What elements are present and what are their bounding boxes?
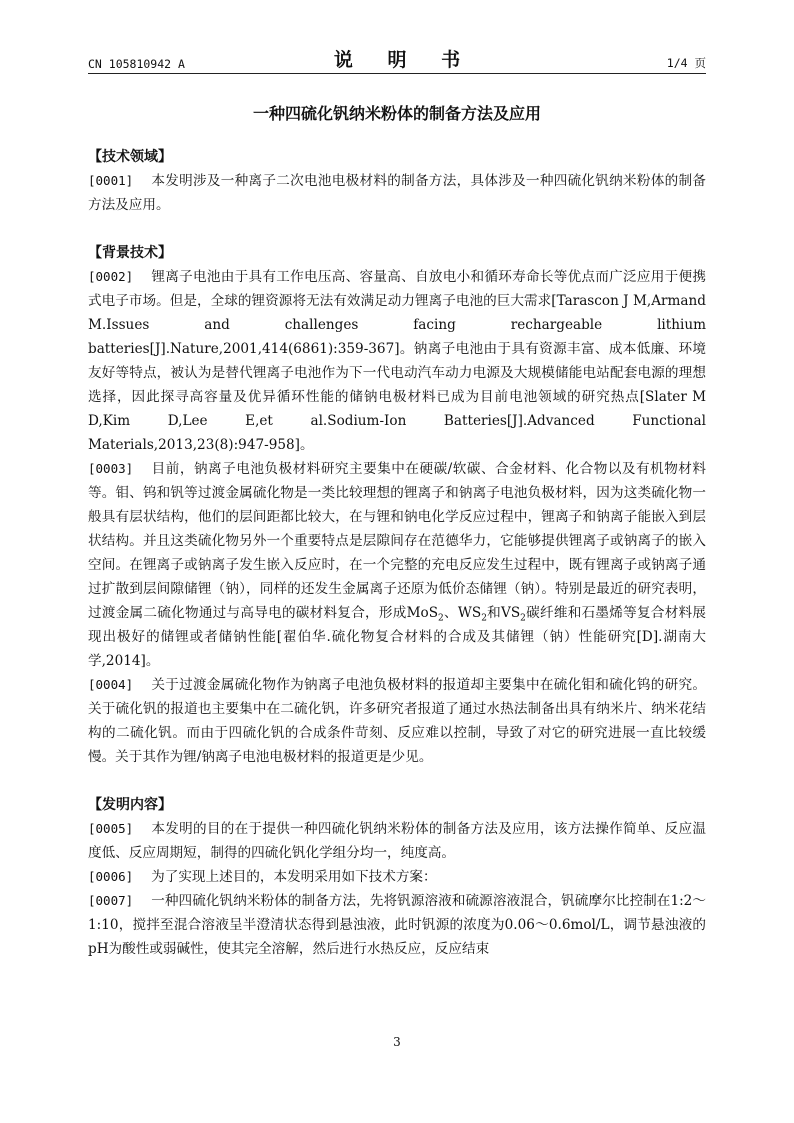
paragraph-number: [0006] <box>88 869 134 884</box>
paragraph-text: 本发明涉及一种离子二次电池电极材料的制备方法，具体涉及一种四硫化钒纳米粉体的制备方法及应用。 <box>88 173 706 213</box>
paragraph-text: 和VS <box>486 605 521 621</box>
paragraph-text: 一种四硫化钒纳米粉体的制备方法，先将钒源溶液和硫源溶液混合，钒硫摩尔比控制在1:2～1:10，搅拌至混合溶液呈半澄清状态得到悬浊液，此时钒源的浓度为0.06～0.6mol/L，调节悬浊液的pH为酸性或弱碱性，使其完全溶解，然后进行水热反应，反应结束 <box>88 893 706 957</box>
paragraph-text: 、WS <box>443 605 482 621</box>
paragraph-text: 碳纤维和石墨烯等复合材料展现出极好的储锂或者储钠性能[翟伯华.硫化物复合材料的合成及其储锂（钠）性能研究[D].湖南大学,2014]。 <box>88 605 706 669</box>
paragraph-text: 锂离子电池由于具有工作电压高、容量高、自放电小和循环寿命长等优点而广泛应用于便携式电子市场。但是，全球的锂资源将无法有效满足动力锂离子电池的巨大需求[Tarascon J M,Armand M.Issues and challenges facing rechargeable lithium batteries[J].Nature,2001,414(6861):359-367]。钠离子电池由于具有资源丰富、成本低廉、环境友好等特点，被认为是替代锂离子电池作为下一代电动汽车动力电源及大规模储能电站配套电源的理想选择，因此探寻高容量及优异循环性能的储钠电极材料已成为目前电池领域的研究热点[Slater M D,Kim D,Lee E,et al.Sodium-Ion Batteries[J].Advanced Functional Materials,2013,23(8):947-958]。 <box>88 269 706 453</box>
section-gap <box>88 217 706 241</box>
paragraph-0007 <box>88 889 706 961</box>
paragraph-number: [0002] <box>88 269 134 284</box>
paragraph-0003 <box>88 457 706 673</box>
subscript: 2 <box>481 613 487 624</box>
document-type-title: 说 明 书 <box>333 49 475 71</box>
section-gap <box>88 769 706 793</box>
section-heading-background: 【背景技术】 <box>88 245 172 261</box>
header-divider <box>88 73 706 74</box>
paragraph-number: [0005] <box>88 821 134 836</box>
paragraph-number: [0004] <box>88 677 134 692</box>
section-heading-invention: 【发明内容】 <box>88 797 172 813</box>
subscript: 2 <box>520 613 526 624</box>
document-title: 一种四硫化钒纳米粉体的制备方法及应用 <box>252 104 541 123</box>
document-body <box>88 145 706 961</box>
paragraph-text: 本发明的目的在于提供一种四硫化钒纳米粉体的制备方法及应用，该方法操作简单、反应温度低、反应周期短，制得的四硫化钒化学组分均一，纯度高。 <box>88 821 706 861</box>
paragraph-0001 <box>88 169 706 217</box>
paragraph-number: [0001] <box>88 173 134 188</box>
paragraph-0006 <box>88 865 706 889</box>
paragraph-0002 <box>88 265 706 457</box>
page-header <box>88 44 706 74</box>
paragraph-0004 <box>88 673 706 769</box>
page-indicator: 1/4 页 <box>666 56 706 70</box>
paragraph-number: [0007] <box>88 893 134 908</box>
paragraph-text: 为了实现上述目的，本发明采用如下技术方案： <box>151 869 437 885</box>
paragraph-text: 关于过渡金属硫化物作为钠离子电池负极材料的报道却主要集中在硫化钼和硫化钨的研究。关于硫化钒的报道也主要集中在二硫化钒，许多研究者报道了通过水热法制备出具有纳米片、纳米花结构的二硫化钒。而由于四硫化钒的合成条件苛刻、反应难以控制，导致了对它的研究进展一直比较缓慢。关于其作为锂/钠离子电池电极材料的报道更是少见。 <box>88 677 706 765</box>
section-heading-tech-field: 【技术领域】 <box>88 149 172 165</box>
paragraph-text: 目前，钠离子电池负极材料研究主要集中在硬碳/软碳、合金材料、化合物以及有机物材料等。钼、钨和钒等过渡金属硫化物是一类比较理想的锂离子和钠离子电池负极材料，因为这类硫化物一般具有层状结构，他们的层间距都比较大，在与锂和钠电化学反应过程中，锂离子和钠离子能嵌入到层状结构。并且这类硫化物另外一个重要特点是层隙间存在范德华力，它能够提供锂离子或钠离子的嵌入空间。在锂离子或钠离子发生嵌入反应时，在一个完整的充电反应发生过程中，既有锂离子或钠离子通过扩散到层间隙储锂（钠），同样的还发生金属离子还原为低价态储锂（钠）。特别是最近的研究表明，过渡金属二硫化物通过与高导电的碳材料复合，形成MoS <box>88 461 706 621</box>
subscript: 2 <box>438 613 444 624</box>
page-number: 3 <box>393 1035 401 1049</box>
paragraph-0005 <box>88 817 706 865</box>
publication-number: CN 105810942 A <box>88 57 185 71</box>
paragraph-number: [0003] <box>88 461 134 476</box>
